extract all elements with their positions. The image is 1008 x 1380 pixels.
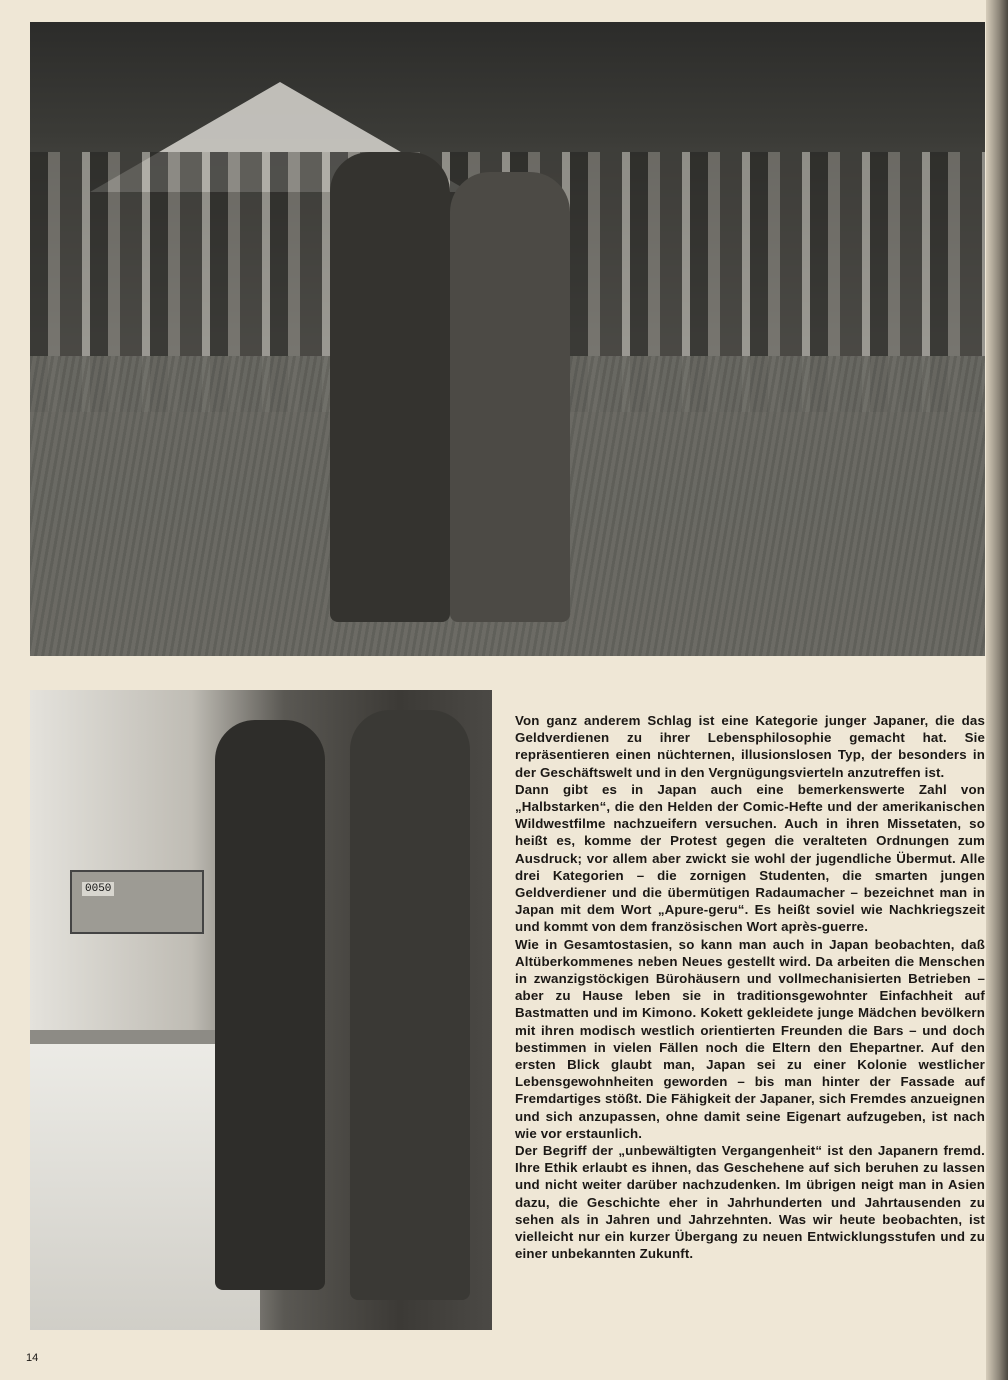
counter-photo	[30, 690, 492, 1330]
page-edge	[986, 0, 1008, 1380]
meter-shape	[70, 870, 204, 934]
page-number: 14	[26, 1352, 39, 1364]
girl-figure-back	[215, 720, 325, 1290]
article-paragraph: Wie in Gesamtostasien, so kann man auch in Japan beobachten, daß Altüberkommenes neben Neues gestellt wird. Da arbeiten die Menschen in zwanzigstöckigen Bürohäusern und vollmechanisierten Betrieben – aber zu Hause leben sie in traditionsgewohnter Einfachheit auf Bastmatten und im Kimono. Kokett gekleidete junge Mädchen bevölkern mit ihren modisch westlich orientierten Freunden die Bars – und doch bestimmen in vielen Fällen noch die Eltern den Ehepartner. Auf den ersten Blick glaubt man, Japan sei zu einer Kolonie westlicher Lebensgewohnheiten geworden – bis man hinter der Fassade auf Fremdartiges stößt. Die Fähigkeit der Japaner, sich Fremdes anzueignen und sich anzupassen, ohne damit seine Eigenart aufzugeben, ist nach wie vor erstaunlich.	[515, 936, 985, 1141]
article-paragraph: Dann gibt es in Japan auch eine bemerkenswerte Zahl von „Halbstarken“, die den Helden der Comic-Hefte und der amerikanischen Wildwestfilme nachzueifern versuchen. Auch in ihren Missetaten, so heißt es, komme der Protest gegen die veralteten Ordnungen zum Ausdruck; vor allem aber zwickt sie wohl der jugendliche Übermut. Alle drei Kategorien – die zornigen Studenten, die smarten jungen Geldverdiener und die übermütigen Radaumacher – bezeichnet man in Japan mit dem Wort „Apure-geru“. Es heißt soviel wie Nachkriegszeit und kommt von dem französischen Wort après-guerre.	[515, 781, 985, 935]
article-paragraph: Der Begriff der „unbewältigten Vergangenheit“ ist den Japanern fremd. Ihre Ethik erlaubt es ihnen, das Geschehene auf sich beruhen zu lassen und nicht weiter darüber nachzudenken. Im übrigen neigt man in Asien dazu, die Geschichte eher in Jahrhunderten und Jahrtausenden zu sehen als in Jahren und Jahrzehnten. Was wir heute beobachten, ist vielleicht nur ein kurzer Übergang zu neuen Entwicklungsstufen und zu einer unbekannten Zukunft.	[515, 1143, 985, 1262]
article-text	[515, 712, 985, 1263]
meter-readout: 0050	[82, 882, 114, 896]
girl-figure-left	[330, 152, 450, 622]
crowd-photo	[30, 22, 985, 656]
girl-figure-right	[450, 172, 570, 622]
girl-figure-front	[350, 710, 470, 1300]
article-paragraph: Von ganz anderem Schlag ist eine Kategorie junger Japaner, die das Geldverdienen zu ihrer Lebensphilosophie gemacht hat. Sie repräsentieren einen nüchternen, illusionslosen Typ, der besonders in der Geschäftswelt und in den Vergnügungsvierteln anzutreffen ist.	[515, 713, 985, 780]
